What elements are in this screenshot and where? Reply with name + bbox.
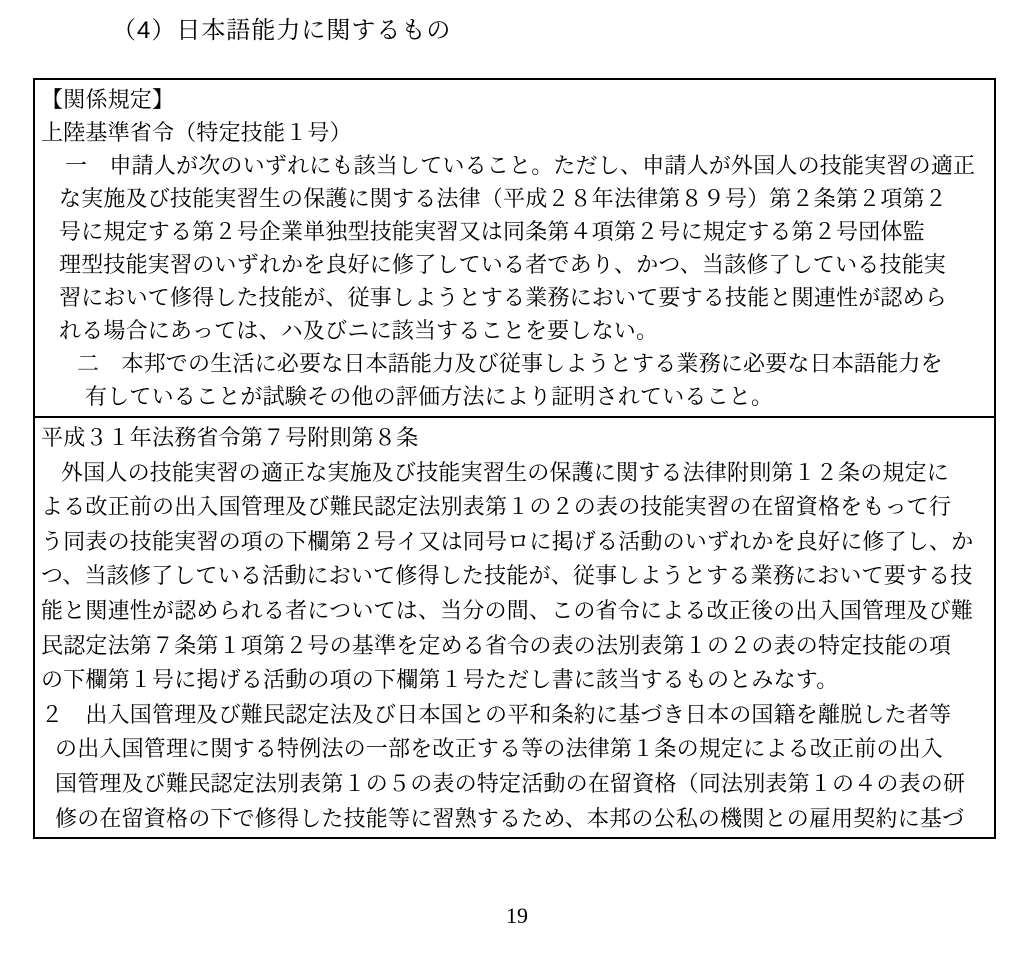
text-line: 修の在留資格の下で修得した技能等に習熟するため、本邦の公私の機関との雇用契約に基づ xyxy=(55,805,965,831)
page-number: 19 xyxy=(506,903,528,928)
text-line: 【関係規定】 xyxy=(41,87,175,112)
ordinance-supplement-cell xyxy=(35,418,994,837)
text-line: 平成３１年法務省令第７号附則第８条 xyxy=(41,425,419,450)
text-line: 習において修得した技能が、従事しようとする業務において要する技能と関連性が認めら xyxy=(59,285,948,310)
text-line: ２ 出入国管理及び難民認定法及び日本国との平和条約に基づき日本の国籍を離脱した者等 xyxy=(41,701,952,727)
text-line: 国管理及び難民認定法別表第１の５の表の特定活動の在留資格（同法別表第１の４の表の研 xyxy=(55,770,966,796)
text-line: 民認定法第７条第１項第２号の基準を定める省令の表の法別表第１の２の表の特定技能の項 xyxy=(41,632,952,658)
text-line: 外国人の技能実習の適正な実施及び技能実習生の保護に関する法律附則第１２条の規定に xyxy=(61,459,950,485)
text-line: れる場合にあっては、ハ及びニに該当することを要しない。 xyxy=(59,318,659,343)
section-heading: （4）日本語能力に関するもの xyxy=(112,17,452,44)
regulations-box xyxy=(33,78,996,839)
text-line: よる改正前の出入国管理及び難民認定法別表第１の２の表の技能実習の在留資格をもって行 xyxy=(41,494,952,520)
text-line: 上陸基準省令（特定技能１号） xyxy=(41,120,352,145)
text-line: 理型技能実習のいずれかを良好に修了している者であり、かつ、当該修了している技能実 xyxy=(59,252,947,277)
text-line: な実施及び技能実習生の保護に関する法律（平成２８年法律第８９号）第２条第２項第２ xyxy=(59,186,948,211)
text-line: 有していることが試験その他の評価方法により証明されていること。 xyxy=(85,384,774,409)
text-line: う同表の技能実習の項の下欄第２号イ又は同号ロに掲げる活動のいずれかを良好に修了し、か xyxy=(41,528,974,554)
text-line: 能と関連性が認められる者については、当分の間、この省令による改正後の出入国管理及び難 xyxy=(41,597,973,623)
related-provisions-cell xyxy=(35,80,994,418)
text-line: の下欄第１号に掲げる活動の項の下欄第１号ただし書に該当するものとみなす。 xyxy=(41,667,839,693)
text-line: の出入国管理に関する特例法の一部を改正する等の法律第１条の規定による改正前の出入 xyxy=(55,736,944,762)
text-line: 二 本邦での生活に必要な日本語能力及び従事しようとする業務に必要な日本語能力を xyxy=(77,351,943,376)
text-line: 号に規定する第２号企業単独型技能実習又は同条第４項第２号に規定する第２号団体監 xyxy=(59,219,925,244)
text-line: つ、当該修了している活動において修得した技能が、従事しようとする業務において要する技 xyxy=(41,563,973,589)
text-line: 一 申請人が次のいずれにも該当していること。ただし、申請人が外国人の技能実習の適正 xyxy=(65,153,976,178)
